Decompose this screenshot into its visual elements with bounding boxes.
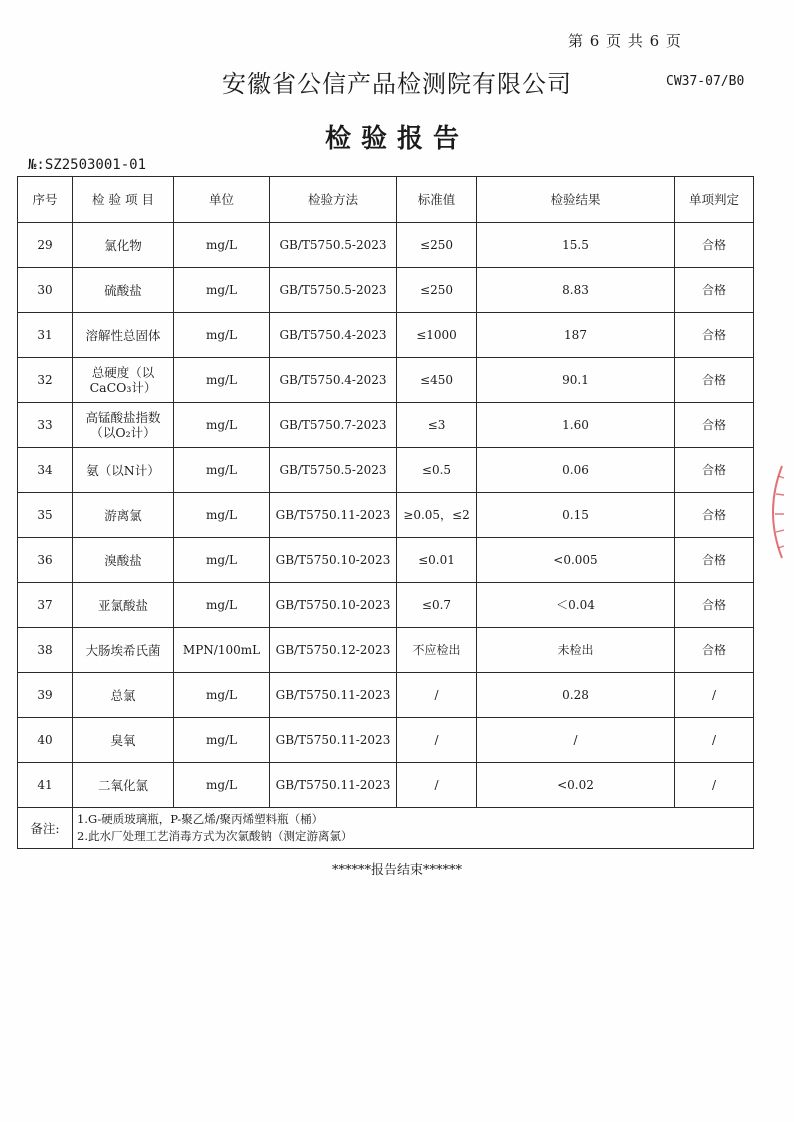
cell-method: GB/T5750.7-2023 (270, 403, 397, 448)
cell-unit: mg/L (174, 493, 270, 538)
company-name: 安徽省公信产品检测院有限公司 (222, 70, 572, 98)
cell-item: 大肠埃希氏菌 (73, 628, 174, 673)
notes-row (18, 808, 754, 849)
cell-item: 总氯 (73, 673, 174, 718)
cell-no: 30 (18, 268, 73, 313)
column-header-item: 检 验 项 目 (73, 177, 174, 223)
cell-limit: ≤250 (397, 268, 477, 313)
column-header-verdict: 单项判定 (675, 177, 754, 223)
cell-verdict: 合格 (675, 493, 754, 538)
cell-limit: ≥0.05，≤2 (397, 493, 477, 538)
report-end-marker: ******报告结束****** (331, 863, 462, 878)
cell-result: <0.02 (477, 763, 675, 808)
cell-method: GB/T5750.5-2023 (270, 223, 397, 268)
cell-verdict: 合格 (675, 223, 754, 268)
cell-method: GB/T5750.4-2023 (270, 313, 397, 358)
cell-item: 溶解性总固体 (73, 313, 174, 358)
cell-item: 氯化物 (73, 223, 174, 268)
cell-verdict: 合格 (675, 583, 754, 628)
cell-no: 36 (18, 538, 73, 583)
cell-unit: mg/L (174, 268, 270, 313)
cell-item: 高锰酸盐指数（以O₂计） (73, 403, 174, 448)
cell-method: GB/T5750.11-2023 (270, 718, 397, 763)
cell-method: GB/T5750.11-2023 (270, 763, 397, 808)
cell-unit: mg/L (174, 673, 270, 718)
table-row (18, 403, 754, 448)
cell-unit: MPN/100mL (174, 628, 270, 673)
table-row (18, 358, 754, 403)
cell-limit: ≤250 (397, 223, 477, 268)
cell-unit: mg/L (174, 538, 270, 583)
cell-verdict: 合格 (675, 313, 754, 358)
page-number: 第 6 页 共 6 页 (568, 32, 682, 50)
cell-result: 8.83 (477, 268, 675, 313)
cell-result: 0.28 (477, 673, 675, 718)
cell-method: GB/T5750.4-2023 (270, 358, 397, 403)
cell-no: 32 (18, 358, 73, 403)
column-header-unit: 单位 (174, 177, 270, 223)
table-row (18, 538, 754, 583)
column-header-method: 检验方法 (270, 177, 397, 223)
cell-result: 187 (477, 313, 675, 358)
cell-unit: mg/L (174, 718, 270, 763)
cell-verdict: / (675, 673, 754, 718)
cell-limit: 不应检出 (397, 628, 477, 673)
cell-limit: / (397, 718, 477, 763)
cell-limit: ≤0.5 (397, 448, 477, 493)
cell-unit: mg/L (174, 403, 270, 448)
cell-method: GB/T5750.10-2023 (270, 583, 397, 628)
cell-result: <0.005 (477, 538, 675, 583)
table-row (18, 673, 754, 718)
cell-unit: mg/L (174, 448, 270, 493)
results-table (17, 176, 754, 849)
cell-verdict: / (675, 763, 754, 808)
cell-result: 未检出 (477, 628, 675, 673)
cell-item: 总硬度（以CaCO₃计） (73, 358, 174, 403)
cell-method: GB/T5750.11-2023 (270, 493, 397, 538)
cell-item: 亚氯酸盐 (73, 583, 174, 628)
cell-result: 0.06 (477, 448, 675, 493)
cell-no: 37 (18, 583, 73, 628)
cell-verdict: / (675, 718, 754, 763)
cell-unit: mg/L (174, 223, 270, 268)
table-header-row (18, 177, 754, 223)
cell-no: 33 (18, 403, 73, 448)
cell-unit: mg/L (174, 583, 270, 628)
report-number: №:SZ2503001-01 (28, 157, 147, 173)
seal-stamp-fragment (760, 462, 784, 562)
table-row (18, 493, 754, 538)
table-row (18, 763, 754, 808)
cell-verdict: 合格 (675, 538, 754, 583)
cell-result: 90.1 (477, 358, 675, 403)
cell-result: 15.5 (477, 223, 675, 268)
cell-verdict: 合格 (675, 448, 754, 493)
note-line-2: 2.此水厂处理工艺消毒方式为次氯酸钠（测定游离氯） (77, 829, 353, 843)
cell-item: 氨（以N计） (73, 448, 174, 493)
table-row (18, 448, 754, 493)
note-line-1: 1.G-硬质玻璃瓶，P-聚乙烯/聚丙烯塑料瓶（桶） (77, 812, 324, 826)
document-code: CW37-07/B0 (666, 74, 745, 89)
cell-no: 35 (18, 493, 73, 538)
cell-item: 臭氧 (73, 718, 174, 763)
cell-item: 游离氯 (73, 493, 174, 538)
cell-method: GB/T5750.11-2023 (270, 673, 397, 718)
cell-no: 41 (18, 763, 73, 808)
table-row (18, 223, 754, 268)
cell-limit: / (397, 673, 477, 718)
cell-limit: ≤450 (397, 358, 477, 403)
cell-unit: mg/L (174, 313, 270, 358)
cell-method: GB/T5750.5-2023 (270, 268, 397, 313)
table-row (18, 718, 754, 763)
cell-no: 38 (18, 628, 73, 673)
cell-result: / (477, 718, 675, 763)
report-title: 检验报告 (324, 124, 469, 154)
cell-no: 40 (18, 718, 73, 763)
cell-no: 31 (18, 313, 73, 358)
notes-text (73, 808, 754, 849)
cell-limit: / (397, 763, 477, 808)
cell-unit: mg/L (174, 763, 270, 808)
cell-method: GB/T5750.5-2023 (270, 448, 397, 493)
cell-no: 29 (18, 223, 73, 268)
column-header-result: 检验结果 (477, 177, 675, 223)
column-header-limit: 标准值 (397, 177, 477, 223)
cell-limit: ≤1000 (397, 313, 477, 358)
cell-verdict: 合格 (675, 358, 754, 403)
cell-method: GB/T5750.10-2023 (270, 538, 397, 583)
table-row (18, 268, 754, 313)
cell-item: 溴酸盐 (73, 538, 174, 583)
cell-result: 0.15 (477, 493, 675, 538)
cell-no: 34 (18, 448, 73, 493)
cell-verdict: 合格 (675, 268, 754, 313)
cell-method: GB/T5750.12-2023 (270, 628, 397, 673)
column-header-no: 序号 (18, 177, 73, 223)
cell-limit: ≤0.01 (397, 538, 477, 583)
cell-verdict: 合格 (675, 403, 754, 448)
cell-verdict: 合格 (675, 628, 754, 673)
cell-result: 1.60 (477, 403, 675, 448)
cell-limit: ≤3 (397, 403, 477, 448)
notes-label: 备注: (18, 808, 73, 849)
table-row (18, 313, 754, 358)
table-row (18, 583, 754, 628)
table-row (18, 628, 754, 673)
cell-item: 硫酸盐 (73, 268, 174, 313)
cell-item: 二氧化氯 (73, 763, 174, 808)
cell-limit: ≤0.7 (397, 583, 477, 628)
cell-result: ＜0.04 (477, 583, 675, 628)
cell-no: 39 (18, 673, 73, 718)
cell-unit: mg/L (174, 358, 270, 403)
